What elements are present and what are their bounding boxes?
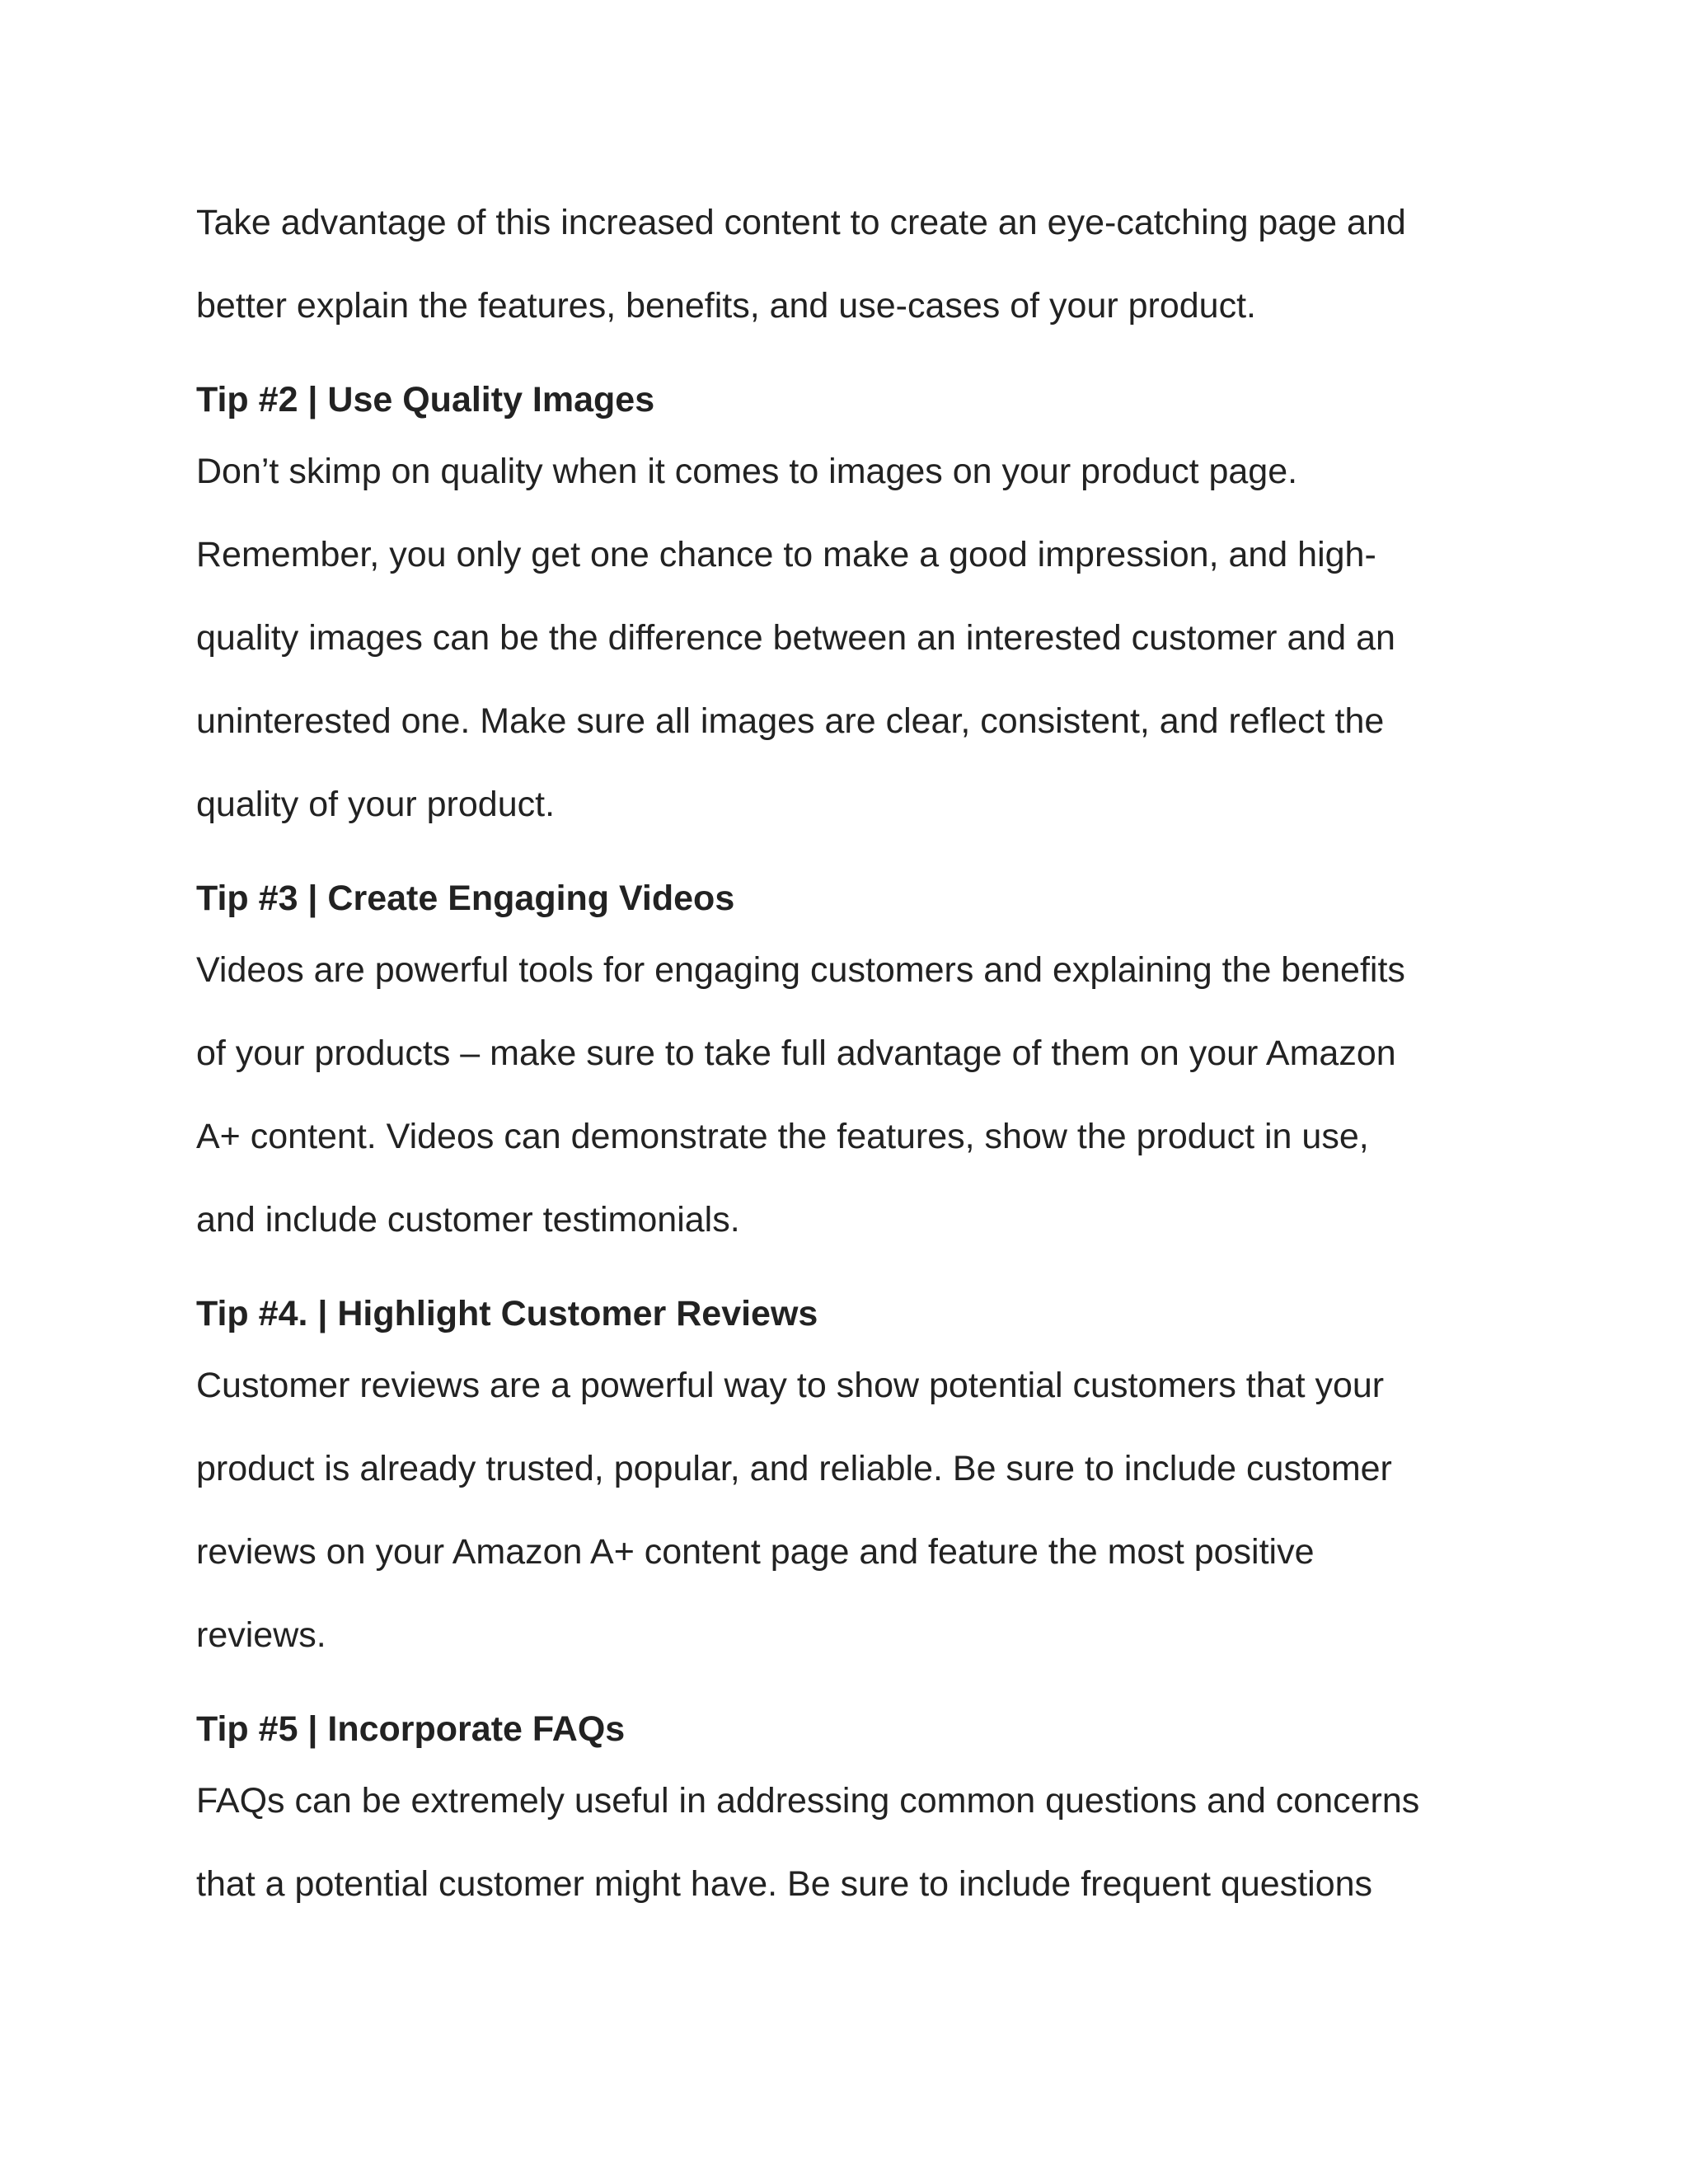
document-content	[196, 181, 1498, 1926]
section-heading: Tip #3 | Create Engaging Videos	[196, 879, 735, 918]
section-tip-5	[196, 1705, 1498, 1926]
section-body: Don’t skimp on quality when it comes to images on your product page. Remember, you only get one chance to make a good impression, and high- quality images can be the difference between an interested customer and an uninterested one. Make sure all images are clear, consistent, and reflect the quality of your product.	[196, 452, 1395, 824]
section-heading: Tip #4. | Highlight Customer Reviews	[196, 1294, 818, 1333]
intro-paragraph: Take advantage of this increased content to create an eye-catching page and better explain the features, benefits, and use-cases of your product.	[196, 203, 1406, 326]
section-body: Videos are powerful tools for engaging customers and explaining the benefits of your products – make sure to take full advantage of them on your Amazon A+ content. Videos can demonstrate the features, show the product in use, and include customer testimonials.	[196, 950, 1405, 1240]
section-heading: Tip #2 | Use Quality Images	[196, 380, 655, 419]
section-body: FAQs can be extremely useful in addressing common questions and concerns that a potential customer might have. Be sure to include frequent questions	[196, 1781, 1420, 1904]
section-tip-2	[196, 376, 1498, 846]
section-body: Customer reviews are a powerful way to show potential customers that your product is already trusted, popular, and reliable. Be sure to include customer reviews on your Amazon A+ content page and feature the most positive reviews.	[196, 1366, 1392, 1655]
section-heading: Tip #5 | Incorporate FAQs	[196, 1709, 626, 1749]
section-tip-4	[196, 1290, 1498, 1677]
section-tip-3	[196, 874, 1498, 1262]
